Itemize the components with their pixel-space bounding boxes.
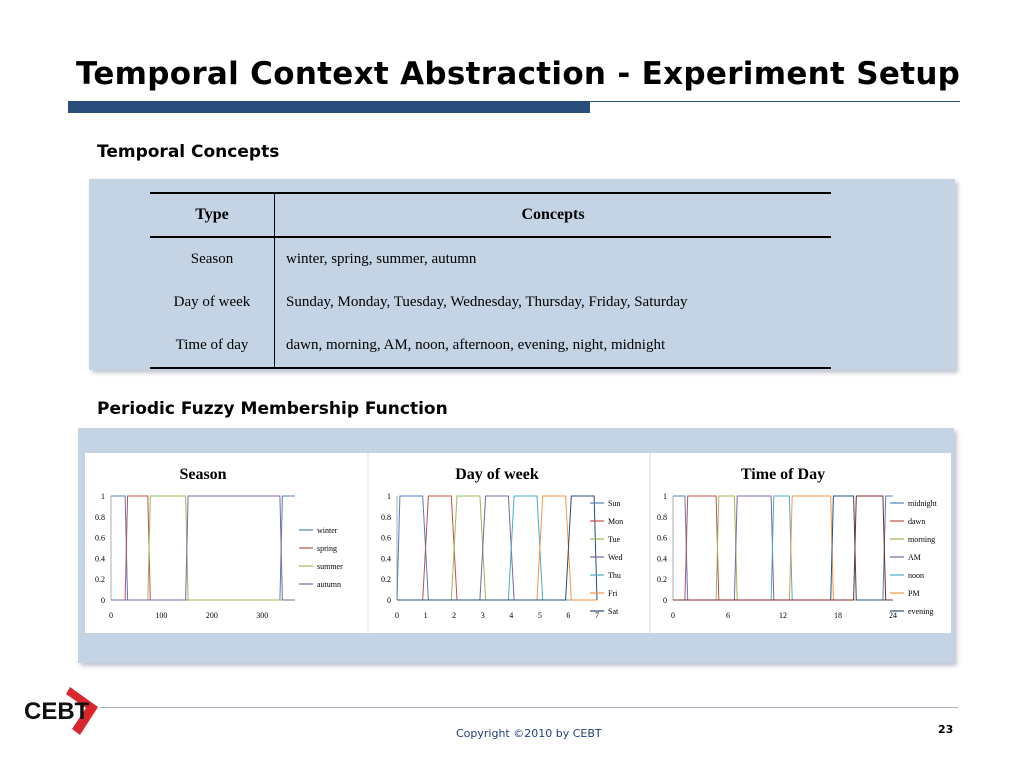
series-line-midnight: [673, 496, 893, 600]
y-tick-label: 0.6: [95, 533, 105, 543]
series-line-Thu: [397, 496, 597, 600]
cebt-logo: [22, 683, 102, 739]
legend-label: noon: [908, 571, 924, 580]
x-tick-label: 7: [595, 611, 599, 620]
series-line-AM: [673, 496, 893, 600]
x-tick-label: 3: [480, 611, 485, 620]
series-line-noon: [673, 496, 893, 600]
series-line-Sat: [397, 496, 597, 600]
logo-text: CEBT: [24, 698, 90, 725]
chart-panel: [650, 453, 938, 633]
series-line-Sun: [397, 496, 597, 600]
y-tick-label: 1: [663, 492, 667, 501]
x-tick-label: 1: [423, 611, 428, 620]
membership-charts: [85, 453, 951, 633]
y-tick-label: 0.8: [657, 512, 667, 522]
y-tick-label: 0.6: [381, 533, 391, 543]
legend-label: Fri: [608, 589, 618, 598]
x-tick-label: 300: [256, 611, 269, 620]
x-tick-label: 2: [452, 611, 457, 620]
y-tick-label: 0: [101, 596, 105, 605]
chart-panel: [368, 453, 623, 633]
column-header-type: Type: [150, 193, 275, 237]
y-tick-label: 0.2: [657, 575, 667, 585]
table-cell-type: Season: [150, 237, 275, 281]
legend-label: Thu: [608, 571, 621, 580]
series-line-summer: [111, 496, 295, 600]
legend-label: dawn: [908, 517, 926, 526]
legend-label: evening: [908, 607, 934, 616]
series-line-Wed: [397, 496, 597, 600]
legend-label: Mon: [608, 517, 624, 526]
legend-label: Sat: [608, 607, 619, 616]
section-heading-membership-function: Periodic Fuzzy Membership Function: [97, 399, 448, 419]
series-line-morning: [673, 496, 893, 600]
chart-title: Day of week: [455, 466, 539, 483]
copyright-text: Copyright ©2010 by CEBT: [456, 727, 602, 740]
series-line-Mon: [397, 496, 597, 600]
y-tick-label: 0.6: [657, 533, 667, 543]
series-line-unnamed-7: [673, 496, 893, 600]
chart-title: Time of Day: [740, 466, 826, 483]
series-line-dawn: [673, 496, 893, 600]
table-cell-type: Day of week: [150, 281, 275, 324]
series-line-evening: [673, 496, 893, 600]
chart-title: Season: [179, 466, 227, 483]
y-tick-label: 0.4: [381, 554, 391, 564]
concepts-table: [150, 192, 831, 369]
x-tick-label: 0: [109, 611, 113, 620]
table-cell-concepts: winter, spring, summer, autumn: [286, 251, 477, 267]
legend-label: midnight: [908, 499, 937, 508]
series-line-Fri: [397, 496, 597, 600]
series-line-Tue: [397, 496, 597, 600]
y-tick-label: 0.8: [95, 512, 105, 522]
legend-label: winter: [317, 526, 338, 535]
title-underline-rule: [590, 101, 960, 102]
series-line-PM: [673, 496, 893, 600]
y-tick-label: 1: [387, 492, 391, 501]
section-heading-temporal-concepts: Temporal Concepts: [97, 142, 280, 162]
y-tick-label: 0.2: [381, 575, 391, 585]
series-line-winter: [111, 496, 295, 600]
legend-label: Sun: [608, 499, 621, 508]
series-line-spring: [111, 496, 295, 600]
footer-rule: [100, 707, 958, 708]
page-number: 23: [938, 723, 954, 736]
x-tick-label: 4: [509, 611, 514, 620]
x-tick-label: 200: [205, 611, 218, 620]
x-tick-label: 12: [779, 611, 787, 620]
series-line-autumn: [111, 496, 295, 600]
x-tick-label: 5: [537, 611, 542, 620]
legend-label: summer: [317, 562, 343, 571]
table-row: [150, 324, 831, 368]
table-cell-concepts: dawn, morning, AM, noon, afternoon, evening, night, midnight: [275, 324, 832, 368]
table-row: [150, 237, 831, 281]
title-underline-bar: [68, 101, 590, 113]
legend-label: AM: [908, 553, 921, 562]
table-cell-type: Time of day: [150, 324, 275, 368]
y-tick-label: 0.4: [657, 554, 667, 564]
column-header-concepts: Concepts: [275, 193, 832, 237]
y-tick-label: 0: [387, 596, 391, 605]
legend-label: PM: [908, 589, 920, 598]
legend-label: morning: [908, 535, 936, 544]
slide-title: Temporal Context Abstraction - Experiment Setup: [76, 56, 961, 92]
y-tick-label: 1: [101, 492, 105, 501]
table-header-row: [150, 193, 831, 237]
y-tick-label: 0.8: [381, 512, 391, 522]
x-tick-label: 0: [395, 611, 399, 620]
y-tick-label: 0.4: [95, 554, 105, 564]
x-tick-label: 0: [671, 611, 675, 620]
table-cell-concepts: Sunday, Monday, Tuesday, Wednesday, Thursday, Friday, Saturday: [286, 294, 688, 310]
x-tick-label: 100: [155, 611, 168, 620]
chart-panel: [95, 466, 343, 620]
x-tick-label: 6: [566, 611, 571, 620]
legend-label: Wed: [608, 553, 623, 562]
legend-label: autumn: [317, 580, 341, 589]
y-tick-label: 0.2: [95, 575, 105, 585]
x-tick-label: 18: [834, 611, 842, 620]
table-row: [150, 281, 831, 324]
legend-label: Tue: [608, 535, 621, 544]
x-tick-label: 6: [726, 611, 730, 620]
legend-label: spring: [317, 544, 337, 553]
x-tick-label: 24: [889, 611, 897, 620]
membership-charts-svg: [85, 453, 951, 633]
y-tick-label: 0: [663, 596, 667, 605]
